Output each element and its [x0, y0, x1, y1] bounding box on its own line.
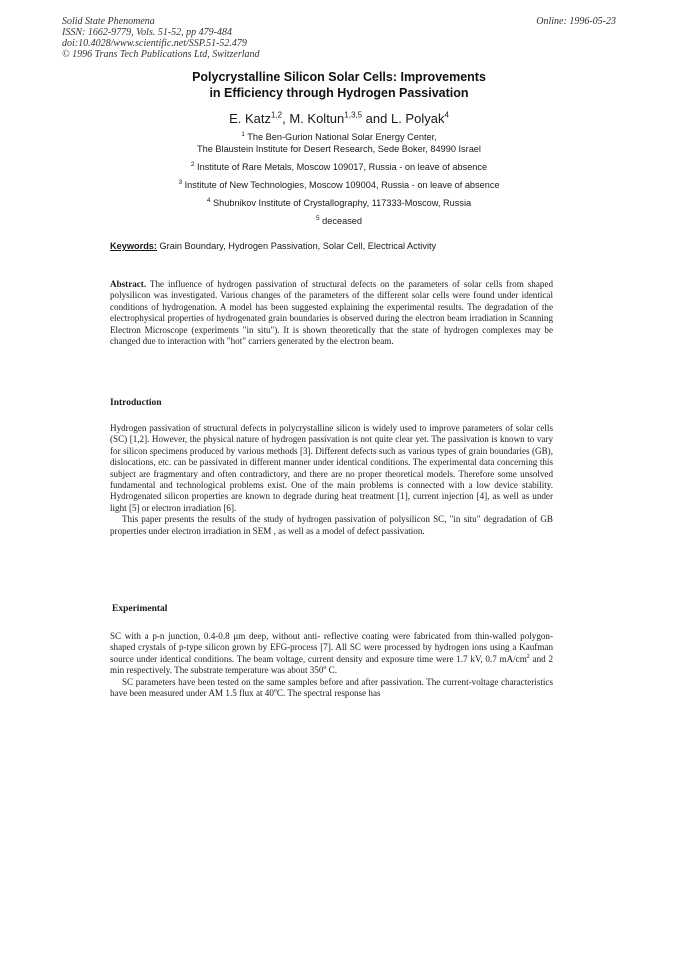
author-koltun: , M. Koltun [282, 111, 345, 126]
exp-p1-sup-1: 2 [526, 653, 530, 660]
abstract-label: Abstract. [110, 279, 147, 289]
author-katz: E. Katz [229, 111, 271, 126]
affiliation-5-num: 5 [315, 214, 320, 222]
experimental-paragraph-1 [110, 631, 553, 677]
exp-p1-part-c: C. [326, 665, 338, 676]
author-list [62, 111, 616, 127]
affiliation-1-line-1: The Ben-Gurion National Solar Energy Center, [244, 132, 437, 142]
introduction-paragraph-1: Hydrogen passivation of structural defects in polycrystalline silicon is widely used to improve parameters of solar cells (SC) [1,2]. However, the physical nature of hydrogen passivation is not quite clear yet. The passivation is known to vary for silicon specimens produced by various methods [3]. Different defects such as various types of grain boundaries (GB), dislocations, etc. can be passivated in different manner under identical conditions. The experimental data concerning this subject are fragmentary and often contradictory, and there are no proper theoretical models. Therefore some unsolved fundamental and technological problems exist. One of the main problems is connected with a low device stability. Hydrogenated silicon properties are known to degrade during heat treatment [1], current injection [4], as well as under light [5] or electron irradiation [6]. [110, 423, 553, 513]
author-polyak-sup: 4 [444, 110, 449, 120]
paper-title [62, 69, 616, 101]
author-koltun-sup: 1,3,5 [344, 110, 363, 120]
affiliation-3-num: 3 [178, 178, 183, 186]
experimental-paragraph-2 [110, 677, 553, 700]
exp-p2-part-b: C. The spectral response has [276, 688, 381, 699]
affiliation-5 [62, 215, 616, 227]
introduction-heading: Introduction [110, 398, 162, 408]
abstract-text: The influence of hydrogen passivation of structural defects on the parameters of solar cells from shaped polysilicon was investigated. Various changes of the parameters of the different solar cells were found under identical conditions of hydrogenation. A model has been suggested explaining the experimental results. The degradation of the electrophysical properties of hydrogenated grain boundaries is observed during the electron beam irradiation in Scanning Electron Microscope (experiments "in situ"). It is shown theoretically that the state of hydrogen complexes may be changed due to interaction with "hot" carriers generated by the electron beam. [110, 279, 553, 347]
affiliation-1 [62, 131, 616, 143]
keywords-label: Keywords: [110, 241, 157, 251]
affiliation-4-text: Shubnikov Institute of Crystallography, 117333-Moscow, Russia [210, 198, 472, 208]
issn-line: ISSN: 1662-9779, Vols. 51-52, pp 479-484 [62, 27, 232, 38]
experimental-heading: Experimental [112, 604, 168, 614]
journal-info [62, 16, 260, 60]
affiliations [62, 131, 616, 227]
keywords [110, 241, 436, 251]
affiliation-4-num: 4 [206, 196, 211, 204]
introduction-paragraph-2: This paper presents the results of the study of hydrogen passivation of polysilicon SC, "in situ" degradation of GB properties under electron irradiation in SEM , as well as a model of defect passivation. [110, 514, 553, 536]
affiliation-2-text: Institute of Rare Metals, Moscow 109017, Russia - on leave of absence [194, 162, 488, 172]
exp-p1-part-a: SC with a p-n junction, 0.4-0.8 μm deep, without anti- reflective coating were fabricated from thin-walled polygon- shaped crystals of p-type silicon grown by EFG-process [7]. All SC were processed by hydrogen ions using a Kaufman source under identical conditions. The beam voltage, current density and exposure time were 1.7 kV, 0.7 mA/cm [110, 631, 553, 664]
affiliation-3-text: Institute of New Technologies, Moscow 109004, Russia - on leave of absence [182, 180, 500, 190]
exp-p1-part-b: and 2 min respectively. The substrate temperature was about 350 [110, 653, 553, 676]
journal-name: Solid State Phenomena [62, 16, 155, 27]
introduction-body [110, 423, 553, 537]
affiliation-2 [62, 161, 616, 173]
author-polyak: and L. Polyak [362, 111, 445, 126]
exp-p2-part-a: SC parameters have been tested on the same samples before and after passivation. The current-voltage characteristics have been measured under AM 1.5 flux at 40 [110, 676, 553, 699]
online-date: Online: 1996-05-23 [536, 16, 616, 27]
doi-line: doi:10.4028/www.scientific.net/SSP.51-52.479 [62, 38, 247, 49]
title-line-1: Polycrystalline Silicon Solar Cells: Improvements [192, 70, 486, 84]
experimental-body [110, 631, 553, 699]
keywords-text: Grain Boundary, Hydrogen Passivation, Solar Cell, Electrical Activity [156, 241, 437, 251]
affiliation-1-line-2: The Blaustein Institute for Desert Research, Sede Boker, 84990 Israel [197, 144, 481, 154]
affiliation-1-num: 1 [241, 130, 245, 138]
affiliation-5-text: deceased [319, 216, 363, 226]
abstract [110, 279, 553, 347]
copyright-line: © 1996 Trans Tech Publications Ltd, Switzerland [62, 49, 260, 60]
exp-p1-sup-2: o [323, 665, 327, 672]
affiliation-4 [62, 197, 616, 209]
affiliation-3 [62, 179, 616, 191]
affiliation-2-num: 2 [190, 160, 195, 168]
title-line-2: in Efficiency through Hydrogen Passivation [209, 86, 469, 100]
author-katz-sup: 1,2 [271, 110, 283, 120]
exp-p2-sup: o [273, 688, 277, 694]
